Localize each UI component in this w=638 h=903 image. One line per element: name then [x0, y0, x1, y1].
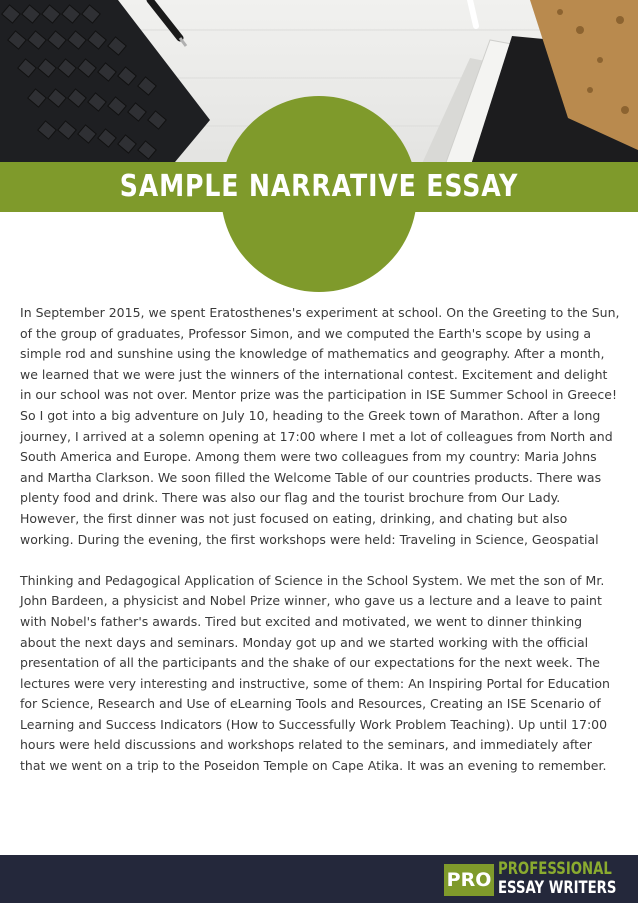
logo-badge: PRO: [444, 864, 494, 896]
logo-text-essay-writers: ESSAY WRITERS: [498, 878, 617, 898]
essay-line: of the group of graduates, Professor Simon, and we computed the Earth's scope by using a: [20, 325, 592, 341]
essay-line: simple rod and sunshine using the knowledge of mathematics and geography. After a month,: [20, 346, 605, 362]
essay-line: South America and Europe. Among them were two colleagues from my country: Maria Johns: [20, 449, 597, 465]
essay-body: [20, 303, 624, 777]
essay-line: that we went on a trip to the Poseidon Temple on Cape Atika. It was an evening to remember.: [20, 758, 607, 774]
essay-line: John Bardeen, a physicist and Nobel Prize winner, who gave us a lecture and a leave to paint: [20, 593, 602, 609]
essay-line: Thinking and Pedagogical Application of Science in the School System. We met the son of Mr.: [20, 572, 605, 588]
essay-line: So I got into a big adventure on July 10, heading to the Greek town of Marathon. After a long: [20, 407, 601, 423]
essay-line: in our school was not over. Mentor prize was the participation in ISE Summer School in Greece!: [20, 387, 617, 403]
essay-line: journey, I arrived at a solemn opening at 17:00 where I met a lot of colleagues from North and: [20, 428, 613, 444]
paragraph-gap: [20, 550, 624, 571]
essay-line: and Martha Clarkson. We soon filled the Welcome Table of our countries products. There was: [20, 469, 602, 485]
essay-line: with Nobel's father's awards. Tired but excited and motivated, we went to dinner thinking: [20, 613, 583, 629]
essay-line: hours were held discussions and workshops related to the seminars, and immediately after: [20, 737, 592, 753]
essay-line: presentation of all the participants and the shake of our expectations for the next week. The: [20, 655, 600, 671]
essay-line: plenty food and drink. There was also our flag and the tourist brochure from Our Lady.: [20, 490, 561, 506]
page-title: SAMPLE NARRATIVE ESSAY: [119, 169, 519, 204]
keyboard-icon: [0, 0, 210, 168]
pen-icon: [150, 0, 186, 46]
essay-line: working. During the evening, the first workshops were held: Traveling in Science, Geospatial: [20, 531, 599, 547]
essay-line: for Science, Research and Use of eLearning Tools and Resources, Creating an ISE Scenario of: [20, 696, 601, 712]
essay-line: about the next days and seminars. Monday got up and we started working with the official: [20, 634, 589, 650]
essay-line: we learned that we were just the winners of the international contest. Excitement and delight: [20, 366, 608, 382]
essay-line: lectures were very interesting and instructive, some of them: An Inspiring Portal for Education: [20, 675, 610, 691]
logo-text-professional: PROFESSIONAL: [498, 859, 612, 879]
essay-line: However, the first dinner was not just focused on eating, drinking, and chating but also: [20, 510, 568, 526]
essay-line: Learning and Success Indicators (How to Successfully Work Problem Teaching). Up until 17:00: [20, 716, 608, 732]
essay-line: In September 2015, we spent Eratosthenes's experiment at school. On the Greeting to the Sun,: [20, 305, 620, 320]
